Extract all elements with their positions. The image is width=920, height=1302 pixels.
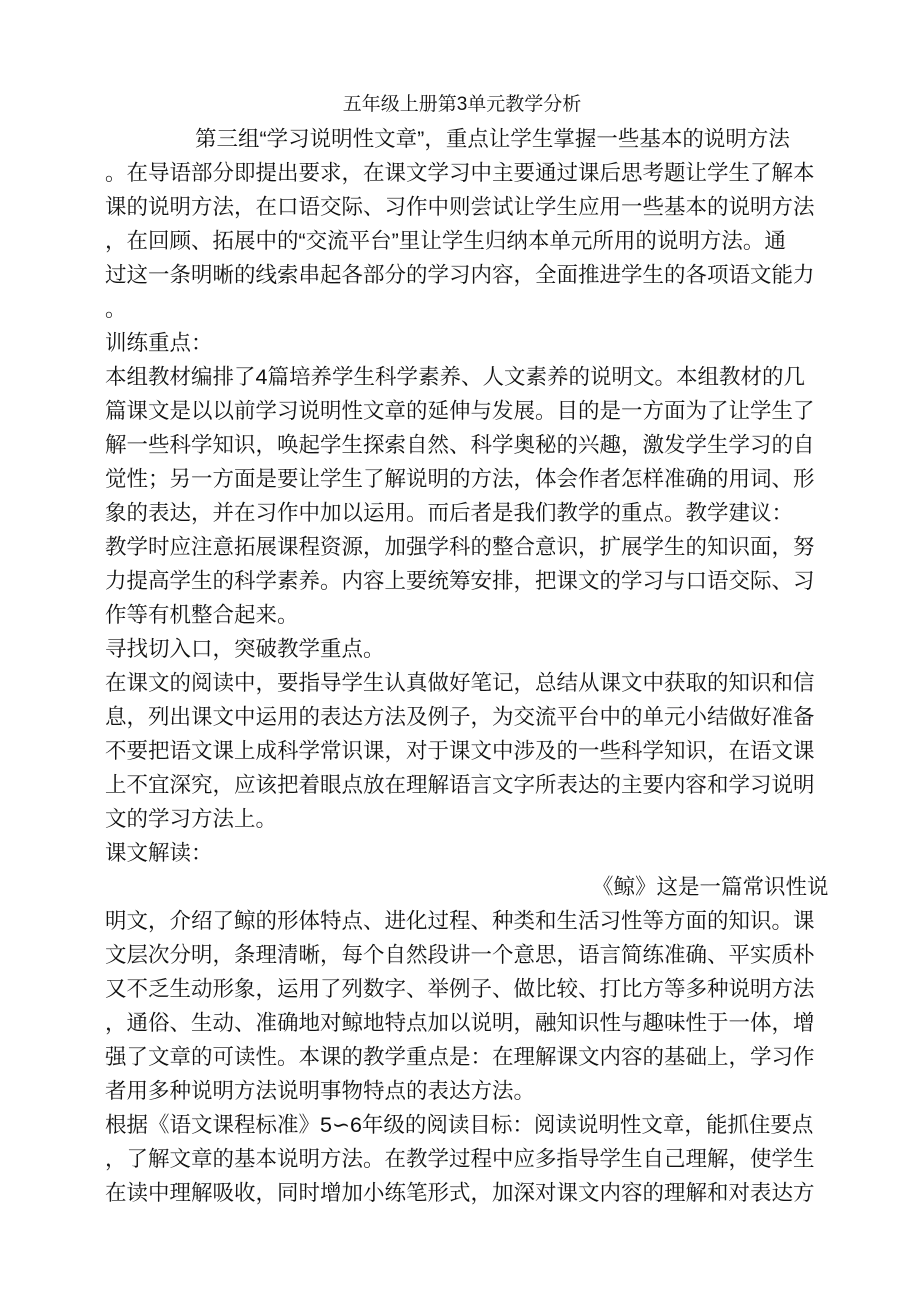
text-line: 强了文章的可读性。本课的教学重点是：在理解课文内容的基础上，学习作 xyxy=(105,1045,815,1069)
text-line: 上不宜深究，应该把着眼点放在理解语言文字所表达的主要内容和学习说明 xyxy=(105,773,815,797)
text-line: 教学时应注意拓展课程资源，加强学科的整合意识，扩展学生的知识面，努 xyxy=(105,535,815,559)
text-line: 明文，介绍了鲸的形体特点、进化过程、种类和生活习性等方面的知识。课 xyxy=(105,909,815,933)
text-line: 在课文的阅读中，要指导学生认真做好笔记，总结从课文中获取的知识和信 xyxy=(105,671,815,695)
text-line: 课的说明方法，在口语交际、习作中则尝试让学生应用一些基本的说明方法 xyxy=(105,195,815,219)
text-line: 第三组“学习说明性文章”，重点让学生掌握一些基本的说明方法 xyxy=(195,127,790,151)
text-line: 解一些科学知识，唤起学生探索自然、科学奥秘的兴趣，激发学生学习的自 xyxy=(105,433,815,457)
text-line: 者用多种说明方法说明事物特点的表达方法。 xyxy=(105,1079,536,1103)
text-line: 根据《语文课程标准》5∽6年级的阅读目标：阅读说明性文章，能抓住要点 xyxy=(105,1113,814,1137)
text-line: 寻找切入口，突破教学重点。 xyxy=(105,637,385,661)
text-line: 作等有机整合起来。 xyxy=(105,603,299,627)
text-line: 过这一条明晰的线索串起各部分的学习内容，全面推进学生的各项语文能力 xyxy=(105,263,815,287)
text-line: 文层次分明，条理清晰，每个自然段讲一个意思，语言简练准确、平实质朴 xyxy=(105,943,815,967)
text-line: 不要把语文课上成科学常识课，对于课文中涉及的一些科学知识，在语文课 xyxy=(105,739,815,763)
text-line: 在读中理解吸收，同时增加小练笔形式，加深对课文内容的理解和对表达方 xyxy=(105,1181,815,1205)
text-line: 力提高学生的科学素养。内容上要统筹安排，把课文的学习与口语交际、习 xyxy=(105,569,815,593)
text-line: 文的学习方法上。 xyxy=(105,807,278,831)
text-line: 觉性；另一方面是要让学生了解说明的方法，体会作者怎样准确的用词、形 xyxy=(105,467,815,491)
text-line: 本组教材编排了4篇培养学生科学素养、人文素养的说明文。本组教材的几 xyxy=(105,365,805,389)
text-line: 训练重点： xyxy=(105,331,213,355)
text-line: ，在回顾、拓展中的“交流平台”里让学生归纳本单元所用的说明方法。通 xyxy=(105,229,786,253)
text-line: ，了解文章的基本说明方法。在教学过程中应多指导学生自己理解，使学生 xyxy=(105,1147,815,1171)
text-line: 息，列出课文中运用的表达方法及例子，为交流平台中的单元小结做好准备 xyxy=(105,705,815,729)
text-line: 又不乏生动形象，运用了列数字、举例子、做比较、打比方等多种说明方法 xyxy=(105,977,815,1001)
text-line: ，通俗、生动、准确地对鲸地特点加以说明，融知识性与趣味性于一体，增 xyxy=(105,1011,815,1035)
text-line: 。 xyxy=(105,297,127,321)
document-content xyxy=(105,88,829,1210)
document-title: 五年级上册第3单元教学分析 xyxy=(342,94,582,115)
text-line: 课文解读： xyxy=(105,841,213,865)
text-line: 象的表达，并在习作中加以运用。而后者是我们教学的重点。教学建议： xyxy=(105,501,794,525)
text-line: 《鲸》这是一篇常识性说 xyxy=(592,875,829,899)
text-line: 。在导语部分即提出要求，在课文学习中主要通过课后思考题让学生了解本 xyxy=(105,161,815,185)
text-line: 篇课文是以以前学习说明性文章的延伸与发展。目的是一方面为了让学生了 xyxy=(105,399,815,423)
